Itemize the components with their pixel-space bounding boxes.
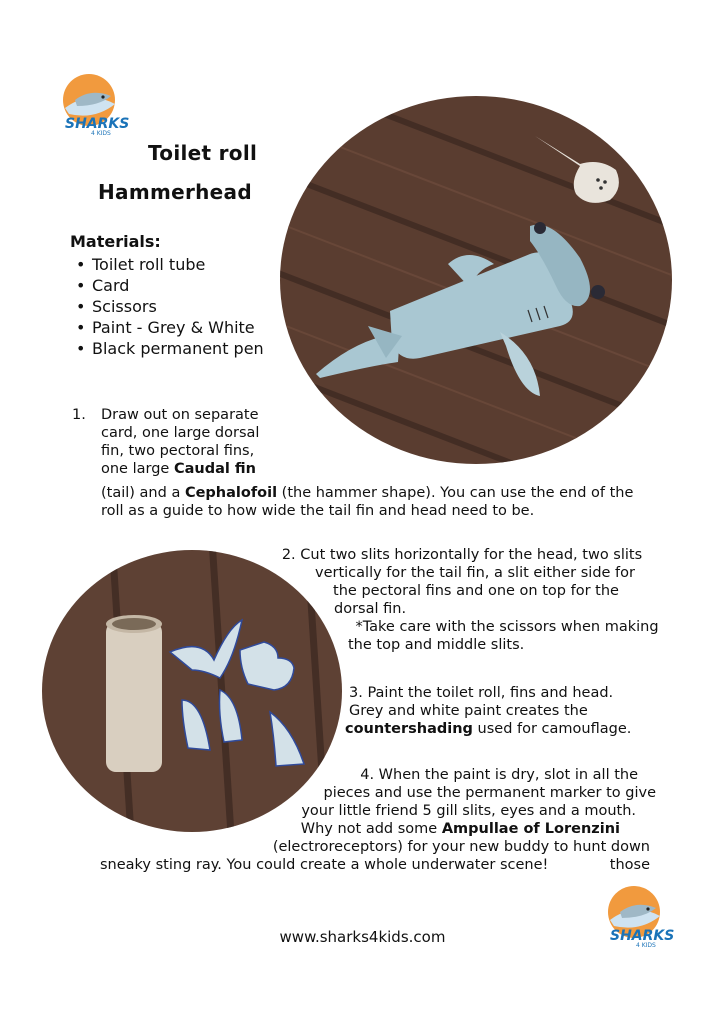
materials-item: • Black permanent pen [92,338,264,359]
step-4-text-span: Why not add some [300,821,442,837]
step-2-line: vertically for the tail fin, a slit either side for [315,565,635,581]
step-1-text-span: (the hammer shape). You can use the end of the [277,485,634,501]
countershading-term: countershading [345,721,473,737]
step-1-text-span: (tail) and a [101,485,185,501]
step-1-line: Draw out on separate [101,407,259,423]
step-1-text [101,406,301,478]
step-2-text [262,546,662,654]
materials-item: • Paint - Grey & White [92,317,264,338]
materials-item: • Scissors [92,296,264,317]
materials-item: • Card [92,275,264,296]
logo-subtext: 4 KIDS [91,130,111,136]
sharks4kids-logo [55,70,133,136]
step-2-line: the top and middle slits. [348,637,525,653]
cephalofoil-term: Cephalofoil [184,485,278,501]
step-3-text-span: used for camouflage. [472,721,632,737]
step-2-line: dorsal fin. [334,601,407,617]
logo-text: SHARKS [610,928,675,944]
step-4-line [230,820,670,838]
step-1-line: card, one large dorsal [101,425,260,441]
footer-url[interactable]: www.sharks4kids.com [279,928,446,946]
materials-list [72,254,264,359]
step-3-text [345,684,675,738]
title-line-1: Toilet roll [148,141,258,165]
finished-shark-photo [280,96,672,464]
step-3-line: 3. Paint the toilet roll, fins and head. [349,685,614,701]
step-3-line: Grey and white paint creates the [349,703,588,719]
step-4-line: 4. When the paint is dry, slot in all the [360,767,638,783]
step-1-line [101,460,301,478]
materials-heading: Materials: [70,232,161,251]
caudal-fin-term: Caudal fin [173,461,256,477]
step-4-line: your little friend 5 gill slits, eyes and a mouth. [301,803,636,819]
step-1-number: 1. [72,407,86,423]
step-4-last-line: sneaky sting ray. You could create a whole underwater scene! [100,857,549,873]
title-line-2: Hammerhead [98,180,252,204]
step-1-text-span: one large [101,461,174,477]
toilet-roll-icon [106,615,162,772]
step-4-line: pieces and use the permanent marker to give [323,785,656,801]
logo-subtext: 4 KIDS [636,942,656,948]
step-3-line [345,720,675,738]
step-2-line: *Take care with the scissors when making [355,619,659,635]
step-1-line: fin, two pectoral fins, [101,443,255,459]
step-4-line: (electroreceptors) for your new buddy to hunt down those [272,839,650,873]
logo-text: SHARKS [65,116,130,132]
step-1-line [101,484,681,502]
materials-item: • Toilet roll tube [92,254,264,275]
step-1-text-wide [101,484,681,520]
step-1-line: roll as a guide to how wide the tail fin and head need to be. [101,503,535,519]
ampullae-term: Ampullae of Lorenzini [441,821,620,837]
step-2-line: 2. Cut two slits horizontally for the head, two slits [281,547,643,563]
step-2-line: the pectoral fins and one on top for the [333,583,619,599]
